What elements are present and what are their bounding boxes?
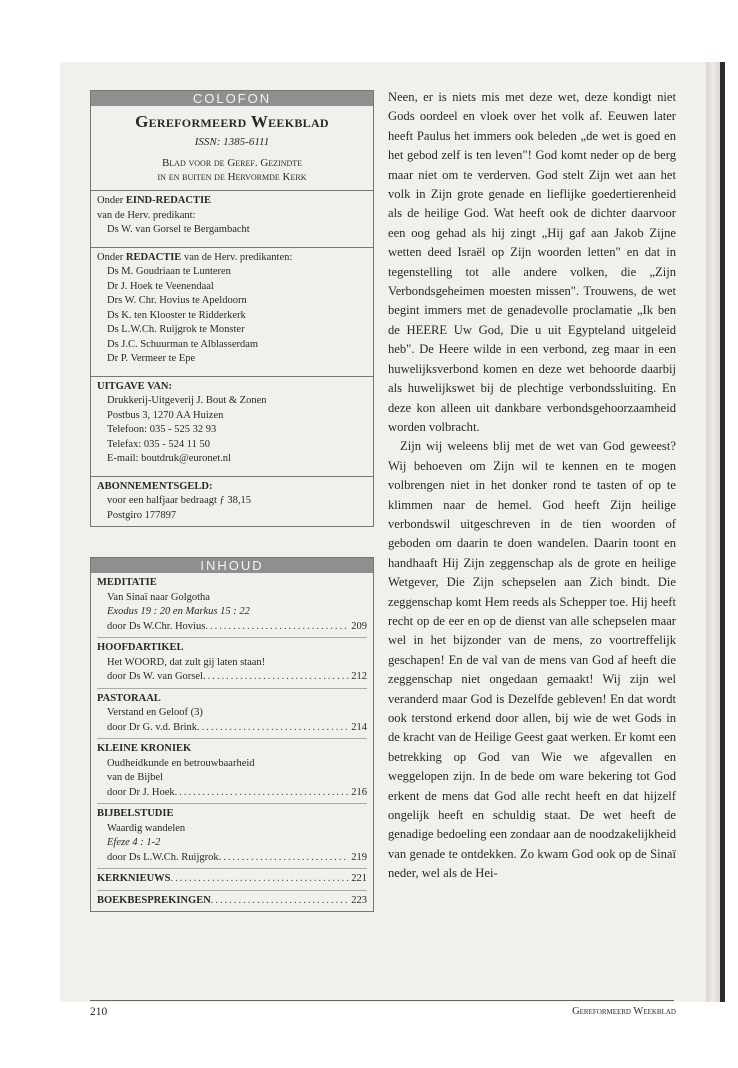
toc-page: 214	[351, 721, 367, 733]
toc-group-kleine-kroniek	[97, 739, 367, 804]
toc-title: Het WOORD, dat zult gij laten staan!	[107, 656, 266, 668]
editor-name: Ds M. Goudriaan te Lunteren	[107, 266, 231, 277]
leader-dots	[197, 721, 349, 736]
subtitle-line-1: Blad voor de Geref. Gezindte	[161, 157, 303, 169]
editor-name: Ds L.W.Ch. Ruijgrok te Monster	[107, 324, 245, 335]
toc-author: door Ds W. van Gorsel	[107, 671, 203, 682]
toc-page: 216	[351, 786, 367, 798]
toc-entry	[97, 786, 367, 801]
eind-redactie-section	[91, 191, 373, 241]
toc-category: MEDITATIE	[97, 577, 157, 588]
toc-category: BOEKBESPREKINGEN	[97, 894, 211, 906]
redactie-prefix: Onder	[97, 251, 126, 263]
toc-title: Oudheidkunde en betrouwbaarheid	[107, 757, 255, 769]
toc-group-hoofdartikel	[97, 638, 367, 689]
running-footer-title: Gereformeerd Weekblad	[572, 1006, 676, 1017]
publisher-fax: Telefax: 035 - 524 11 50	[107, 438, 210, 450]
subscription-price: voor een halfjaar bedraagt ƒ 38,15	[107, 495, 252, 506]
leader-dots	[211, 894, 349, 909]
toc-group-bijbelstudie	[97, 804, 367, 869]
toc-author: door Ds W.Chr. Hovius	[107, 620, 206, 632]
leader-dots	[171, 872, 350, 887]
article-paragraph-2: Zijn wij weleens blij met de wet van God geweest? Wij behoeven om Zijn wil te kennen en te mogen volbrengen niet in het donker rond te tasten of op te klimmen naar de hemel. God heeft Zijn heilige verbondswil uitgeschreven in de tien woorden of geboden om daarin te doen wandelen. Daarin toont en handhaaft Hij Zijn zeggenschap als de grote en heilige Wetgever, Die Zijn schepselen aan Zich bindt. Die zeggenschap komt Hem reeds als Schepper toe. Hij heeft recht op de eer en op de dienst van alle schepselen maar wel in het bijzonder van de mens, zo voortreffelijk geschapen! En de val van de mens van God af heeft die zeggenschap niet ongedaan gemaakt! Wij zijn wel veranderd maar God is Dezelfde gebleven! En dat wordt ook terstond erkend door allen, bij wie de wet Gods in de kracht van de Heilige Geest gaat werken. Er komt een betrekking op God van Wie we afgevallen en weggelopen zijn. In de bede om ware bekering tot God erkent de mens dat God alle recht heeft en dat hijzelf ongelijk heeft en schuldig staat. De wet heeft de genadige bedoeling een zondaar aan de noodzakelijkheid van genade te ontdekken. Zo kwam God ook op de Sinaï neder, wel als de Hei-	[388, 439, 676, 881]
toc-category: KLEINE KRONIEK	[97, 743, 192, 754]
toc-entry	[97, 894, 367, 909]
leader-dots	[203, 670, 349, 685]
article-body	[388, 88, 676, 884]
postgiro: Postgiro 177897	[107, 509, 177, 521]
toc-group-meditatie	[97, 573, 367, 638]
editor-name: Drs W. Chr. Hovius te Apeldoorn	[107, 295, 247, 306]
redactie-suffix: van de Herv. predikanten:	[181, 251, 293, 263]
toc-entry	[97, 872, 367, 887]
toc-category: KERKNIEUWS	[97, 873, 171, 884]
footer-divider	[90, 1000, 674, 1001]
toc-entry	[97, 851, 367, 866]
article-paragraph-1: Neen, er is niets mis met deze wet, deze kondigt niet Gods oordeel en vloek over het volk af. Eeuwen later heeft Paulus het immers ook beleden „de wet is goed en het gebod zelf is ten leven"! God komt neder op de berg maar niet om te verderven. God stelt Zijn wet aan het volk in Zijn grote genade en lieflijke goedertierenheid als de heilige God. Wat heeft ook de dichter daarvoor een oog gehad als hij zingt „Hij gaf aan Jakob Zijne wetten deed Israël op Zijn woorden letten" en dat in tegenstelling tot alle andere volken, die „Zijn Verbondsgeheimen moesten missen". Trouwens, de wet begint immers met de genadevolle proclamatie „Ik ben de HEERE Uw God, Die u uit Egypteland uitgeleid heb". De Heere wilde in een verbond, zeg maar in een huwelijksverbond komen en deze wet behoorde daarbij als huwelijkswet bij de plechtige verbondssluiting. En deze kon alleen uit dankbare verbondsgehoorzaamheid worden volbracht.	[388, 90, 676, 434]
toc-author: door Ds L.W.Ch. Ruijgrok	[107, 851, 219, 863]
editor-name: Ds J.C. Schuurman te Alblasserdam	[107, 338, 259, 350]
page-number: 210	[90, 1006, 108, 1018]
toc-page: 221	[351, 873, 367, 884]
colofon-header: COLOFON	[91, 91, 373, 106]
inhoud-header: INHOUD	[91, 558, 373, 573]
toc-category: HOOFDARTIKEL	[97, 642, 184, 653]
editor-name: Ds K. ten Klooster te Ridderkerk	[107, 309, 246, 321]
toc-page: 219	[351, 851, 367, 863]
publication-title: Gereformeerd Weekblad	[135, 112, 329, 131]
toc-scripture: Efeze 4 : 1-2	[107, 837, 161, 848]
toc-title: Verstand en Geloof (3)	[107, 707, 203, 718]
editor-name: Dr J. Hoek te Veenendaal	[107, 280, 214, 292]
toc-category: BIJBELSTUDIE	[97, 808, 174, 819]
leader-dots	[175, 786, 350, 801]
issn: ISSN: 1385-6111	[194, 136, 270, 148]
redactie-section	[91, 248, 373, 370]
toc-entry	[97, 670, 367, 685]
toc-group-pastoraal	[97, 689, 367, 740]
colofon-box	[90, 90, 374, 527]
subtitle-line-2: in en buiten de Hervormde Kerk	[157, 171, 307, 183]
leader-dots	[219, 851, 350, 866]
redactie-label: REDACTIE	[125, 251, 182, 263]
abonnement-label: ABONNEMENTSGELD:	[97, 480, 213, 492]
inhoud-box	[90, 557, 374, 912]
editor-name: Dr P. Vermeer te Epe	[107, 353, 196, 364]
toc-group-kerknieuws	[97, 869, 367, 891]
toc-group-boekbesprekingen	[97, 891, 367, 912]
toc-title: van de Bijbel	[107, 772, 163, 783]
table-of-contents	[91, 573, 373, 911]
toc-entry	[97, 620, 367, 635]
uitgave-label: UITGAVE VAN:	[97, 380, 172, 392]
publisher-name: Drukkerij-Uitgeverij J. Bout & Zonen	[107, 395, 267, 406]
toc-page: 212	[351, 671, 367, 682]
leader-dots	[205, 620, 349, 635]
toc-page: 209	[351, 620, 367, 632]
editor-name: Ds W. van Gorsel te Bergambacht	[107, 224, 250, 235]
eind-redactie-prefix: Onder	[97, 195, 126, 206]
toc-author: door Dr J. Hoek	[107, 786, 175, 798]
subtitle	[91, 156, 373, 184]
toc-entry	[97, 721, 367, 736]
uitgave-section	[91, 377, 373, 470]
toc-author: door Dr G. v.d. Brink	[107, 721, 198, 733]
toc-title: Van Sinaï naar Golgotha	[107, 591, 210, 603]
publisher-email: E-mail: boutdruk@euronet.nl	[107, 453, 231, 464]
toc-title: Waardig wandelen	[107, 822, 186, 834]
toc-scripture: Exodus 19 : 20 en Markus 15 : 22	[107, 606, 250, 617]
publisher-address: Postbus 3, 1270 AA Huizen	[107, 409, 224, 421]
eind-redactie-label: EIND-REDACTIE	[125, 195, 212, 206]
eind-redactie-line2: van de Herv. predikant:	[97, 209, 196, 221]
toc-page: 223	[351, 894, 367, 906]
abonnement-section	[91, 477, 373, 527]
toc-category: PASTORAAL	[97, 692, 161, 704]
book-spine-edge	[720, 62, 725, 1002]
publisher-phone: Telefoon: 035 - 525 32 93	[107, 424, 217, 435]
